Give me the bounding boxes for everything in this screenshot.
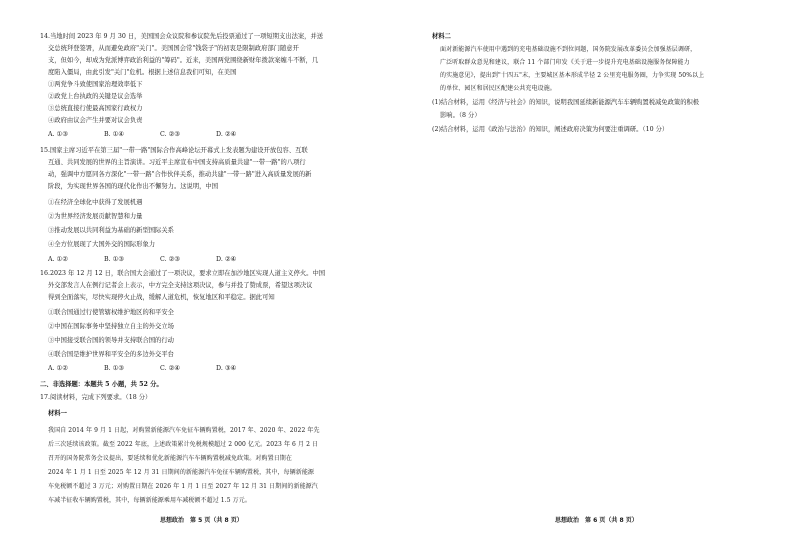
q14-option1: ①两党争斗致使国家治理效率低下 xyxy=(48,81,143,88)
material1-line1: 我国自 2014 年 9 月 1 日起，对购置新能源汽车免征车辆购置税，2017 年、2020 年、2022 年先 xyxy=(48,427,320,434)
q15-line3: 动，强调中方愿同各方深化"一带一路"合作伙伴关系，推动共建"一带一路"进入高质量发展的新 xyxy=(48,171,312,178)
material2-line2: 广泛听取群众意见和建议，联合 11 个部门印发《关于进一步提升充电基础设施服务保障能力 xyxy=(440,59,690,66)
material1-line3: 召开的国务院常务会议提出，要延续和优化新能源汽车车辆购置税减免政策。对购置日期在 xyxy=(48,455,293,462)
material1-line4: 2024 年 1 月 1 日至 2025 年 12 月 31 日期间的新能源汽车免征车辆购置税，其中，每辆新能源 xyxy=(48,469,315,476)
q16-answer-d: D. ③④ xyxy=(216,365,237,372)
q15-answer-a: A. ①② xyxy=(48,256,68,263)
q17-heading: 17.阅读材料，完成下列要求。（18 分） xyxy=(40,394,152,401)
right-page xyxy=(397,0,794,547)
q16-option4: ④联合国是维护世界和平安全的多边外交平台 xyxy=(48,351,174,358)
page-footer-right: 思想政治 第 6 页（共 8 页） xyxy=(555,517,638,524)
q16-option2: ②中国在国际事务中坚持独立自主的外交立场 xyxy=(48,323,174,330)
q15-line1: 15.国家主席习近平在第三届"一带一路"国际合作高峰论坛开幕式上发表题为建设开放包容、互联 xyxy=(40,147,308,154)
q16-option3: ③中国接受联合国的领导并支持联合国的行动 xyxy=(48,337,174,344)
q15-answer-d: D. ②④ xyxy=(216,256,237,263)
material2-line3: 的实施意见》，提出到"十四五"末，主要城区基本形成半径 2 公里充电服务圈，力争实现 50%以上 xyxy=(440,72,705,79)
q16-option1: ①联合国通过行使管辖权维护地区的和平安全 xyxy=(48,309,174,316)
q14-option3: ③总统直接行使最高国家行政权力 xyxy=(48,105,143,112)
q14-answers xyxy=(48,131,272,139)
q16-answer-b: B. ①③ xyxy=(104,365,124,372)
q15-line2: 互通、共同发展的世界的主旨演讲。习近平主席宣布中国支持高质量共建"一带一路"的八项行 xyxy=(48,159,306,166)
q14-answer-a: A. ①③ xyxy=(48,131,68,138)
question-part1-points: 影响。（8 分） xyxy=(440,112,481,119)
question-part1: (1)结合材料，运用《经济与社会》的知识，说明我国延续新能源汽车车辆购置税减免政策的积极 xyxy=(432,99,700,106)
q16-answer-a: A. ①② xyxy=(48,365,68,372)
q14-option2: ②政党上台执政的关键是议会选举 xyxy=(48,93,143,100)
material2-title: 材料二 xyxy=(432,33,451,40)
material1-line6: 车减半征收车辆购置税，其中，每辆新能源乘用车减税额不超过 1.5 万元。 xyxy=(48,497,251,504)
q15-answer-b: B. ①③ xyxy=(104,256,124,263)
q14-option4: ④政府由议会产生并要对议会负责 xyxy=(48,117,143,124)
q14-answer-b: B. ①④ xyxy=(104,131,124,138)
q14-line2: 交总统拜登签署，从而避免政府"关门"。美国国会常"钱袋子"的初衷是限制政府部门随意开 xyxy=(48,45,299,52)
q14-line1: 14.当地时间 2023 年 9 月 30 日，美国国会众议院和参议院先后投票通过了一项短期支出法案，并送 xyxy=(40,33,324,40)
q14-line4: 度陷入僵局，由此引发"关门"危机。根据上述信息我们可知，在美国 xyxy=(48,69,237,76)
q14-answer-c: C. ②③ xyxy=(160,131,180,138)
q16-answers xyxy=(48,365,272,373)
material1-line5: 车免税额不超过 3 万元；对购置日期在 2026 年 1 月 1 日至 2027 年 12 月 31 日期间的新能源汽 xyxy=(48,483,318,490)
q14-answer-d: D. ②④ xyxy=(216,131,237,138)
q15-option3: ③推动发展以共同利益为基础的新型国际关系 xyxy=(48,227,174,234)
q15-line4: 阶段，为实现世界各国的现代化作出不懈努力。这说明，中国 xyxy=(48,183,219,190)
q15-option2: ②为世界经济发展贡献智慧和力量 xyxy=(48,213,143,220)
q15-option4: ④全方位展现了大国外交的国际形象力 xyxy=(48,241,156,248)
material1-title: 材料一 xyxy=(48,410,67,417)
material1-line2: 后三次延续该政策。截至 2022 年底，上述政策累计免税规模超过 2 000 亿元。2023 年 6 月 2 日 xyxy=(48,441,319,448)
section-heading: 二、非选择题：本题共 5 小题，共 52 分。 xyxy=(40,381,163,388)
q16-answer-c: C. ②④ xyxy=(160,365,180,372)
page-footer-left: 思想政治 第 5 页（共 8 页） xyxy=(160,517,243,524)
q15-option1: ①在经济全球化中获得了发展机遇 xyxy=(48,199,143,206)
material2-line1: 面对新能源汽车使用中遇到的充电基础设施不到位问题，国务院发展改革委员会加强基层调研， xyxy=(440,46,697,53)
question-part2: (2)结合材料，运用《政治与法治》的知识，阐述政府决策为何要注重调研。（10 分） xyxy=(432,126,669,133)
q16-line2: 外交部发言人在例行记者会上表示，中方完全支持这项决议，参与并投了赞成票，希望这项决议 xyxy=(48,282,313,289)
q15-answer-c: C. ②③ xyxy=(160,256,180,263)
q14-line3: 支，但如今，却成为党派博弈政治利益的"筹码"。近来，美国两党围绕新财年拨款案缠斗不断，几 xyxy=(48,57,319,64)
material2-line4: 的单位、园区和居民区配建公共充电设施。 xyxy=(440,85,556,92)
q16-line1: 16.2023 年 12 月 12 日，联合国大会通过了一项决议，要求立即在加沙地区实现人道主义停火。中国 xyxy=(40,270,326,277)
q16-line3: 得到全面落实，尽快实现停火止战，缓解人道危机，恢复地区和平稳定。据此可知 xyxy=(48,294,275,301)
q15-answers xyxy=(48,256,272,264)
